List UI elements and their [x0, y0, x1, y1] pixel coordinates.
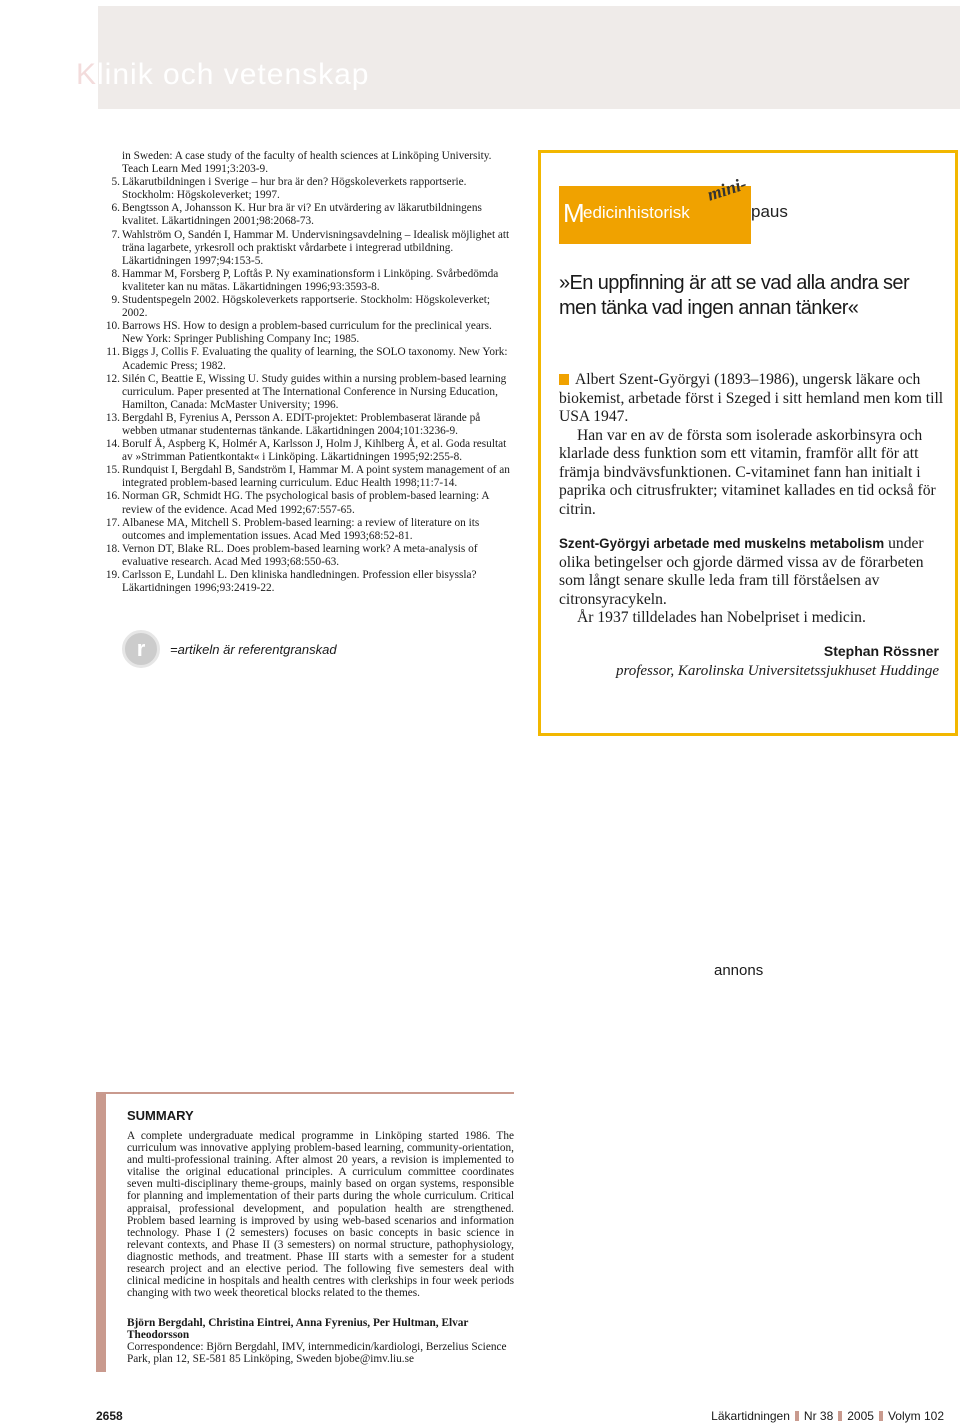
logo-initial: M [563, 198, 585, 228]
summary-side-bar [96, 1092, 106, 1372]
journal-year: 2005 [847, 1409, 874, 1423]
box-paragraph-4: År 1937 tilldelades han Nobelpriset i medicin. [577, 609, 866, 626]
reference-item [96, 202, 516, 228]
mini-history-box [538, 150, 958, 736]
reference-number: 9. [111, 294, 120, 307]
reference-number: 18. [105, 542, 120, 555]
reference-number: 12. [105, 372, 120, 385]
reference-text: Carlsson E, Lundahl L. Den kliniska handledningen. Profession eller bisyssla? Läkartidningen 1996;93:2419-22. [122, 569, 477, 595]
reference-number: 5. [111, 176, 120, 189]
reference-number: 14. [105, 438, 120, 451]
peer-review-text: =artikeln är referentgranskad [170, 641, 337, 657]
reference-item [96, 176, 516, 202]
reference-item [96, 229, 516, 268]
reference-item [96, 438, 516, 464]
reference-text: Bergdahl B, Fyrenius A, Persson A. EDIT-projektet: Problembaserat lärande på webben utmanar studenternas tänkande. Läkartidningen 2004;101:3236-9. [122, 411, 481, 437]
reference-text: Läkarutbildningen i Sverige – hur bra är den? Högskoleverkets rapportserie. Stockholm: Högskoleverket; 1997. [122, 176, 467, 202]
box-author-name: Stephan Rössner [823, 643, 939, 659]
summary-title: SUMMARY [127, 1108, 194, 1123]
section-title-initial: K [76, 58, 98, 91]
paragraph-marker-icon [559, 374, 569, 385]
reference-item [96, 294, 516, 320]
reference-text: Rundquist I, Bergdahl B, Sandström I, Hammar M. A point system management of an integrated problem-based learning curriculum. Educ Health 1998;11:7-14. [122, 464, 510, 490]
reference-item [96, 490, 516, 516]
reference-number: 7. [111, 228, 120, 241]
summary-authors: Björn Bergdahl, Christina Eintrei, Anna Fyrenius, Per Hultman, Elvar Theodorsson [127, 1317, 469, 1342]
reference-text: Hammar M, Forsberg P, Loftås P. Ny examinationsform i Linköping. Svårbedömda kvaliteter kan nu mätas. Läkartidningen 1996;93:3593-8. [122, 267, 499, 293]
reference-item [96, 346, 516, 372]
reference-number: 19. [105, 569, 120, 581]
footer-separator [879, 1411, 883, 1421]
reference-text: Silén C, Beattie E, Wissing U. Study guides within a nursing problem-based learning curriculum. Paper presented at The International Conference in Nursing Education, Hamilton, Canada: McMaster University; 1996. [122, 372, 507, 411]
reference-number: 16. [105, 490, 120, 503]
page-number: 2658 [96, 1409, 123, 1423]
reference-item [96, 464, 516, 490]
reference-text: Studentspegeln 2002. Högskoleverkets rapportserie. Stockholm: Högskoleverket; 2002. [122, 294, 491, 320]
reference-list [96, 150, 516, 595]
reference-number: 15. [105, 464, 120, 477]
reference-number: 13. [105, 411, 120, 424]
reference-number: 6. [111, 202, 120, 215]
reference-item [96, 543, 516, 569]
reference-item [96, 569, 516, 595]
footer-separator [795, 1411, 799, 1421]
logo-script: mini- [704, 173, 749, 205]
box-lead-in: Szent-Györgyi arbetade med muskelns metabolism [559, 536, 885, 551]
reference-continued: in Sweden: A case study of the faculty of health sciences at Linköping University. Teach Learn Med 1991;3:203-9. [122, 150, 492, 176]
journal-footer [711, 1409, 944, 1423]
reference-number: 17. [105, 516, 120, 529]
box-paragraph-1: Albert Szent-Györgyi (1893–1986), ungersk läkare och biokemist, arbetade först i Szeged i sitt hemland men kom till USA 1947. [559, 371, 944, 425]
box-quote: »En uppfinning är att se vad alla andra ser men tänka vad ingen annan tänker« [559, 272, 910, 319]
footer-separator [838, 1411, 842, 1421]
summary-text: A complete undergraduate medical programme in Linköping started 1986. The curriculum was innovative applying problem-based learning, community-orientation, and multi-professional training. After almost 20 years, a revision is implemented to vitalise the original educational principles. A curriculum committee coordinates seven multi-disciplinary theme-groups, mainly based on organ systems, responsible for planning and implementation of their parts during the whole curriculum. Critical appraisal, professional development, and population health are strengthened. Problem based learning is improved by using web-based scenarios and information technology. Phase I (2 semesters) focuses on basic concepts in basic science in relevant contexts, and Phase II (3 semesters) on normal structure, pathophysiology, diagnostic methods, and treatment. Phase III starts with a semester for a student research project and an elective period. The following five semesters deal with clinical medicine in hospitals and health centres with clerkships in four week periods changing with two week theoretical blocks related to the themes. [127, 1130, 514, 1300]
reference-text: Albanese MA, Mitchell S. Problem-based learning: a review of literature on its outcomes and implementation issues. Acad Med 1993;68:52-81. [122, 516, 480, 542]
reference-text: Wahlström O, Sandén I, Hammar M. Undervisningsavdelning – Idealisk möjlighet att träna lagarbete, yrkesroll och praktiskt vårdarbete i integrerad utbildning. Läkartidningen 1997;94:153-5. [122, 228, 510, 267]
box-body [559, 371, 945, 628]
reference-text: Barrows HS. How to design a problem-based curriculum for the preclinical years. New York: Springer Publishing Company Inc; 1985. [122, 320, 492, 346]
peer-review-icon: r [122, 630, 160, 668]
reference-text: Bengtsson A, Johansson K. Hur bra är vi? En utvärdering av läkarutbildningens kvalitet. Läkartidningen 2001;98:2068-73. [122, 202, 482, 228]
reference-item [96, 320, 516, 346]
reference-item [96, 412, 516, 438]
reference-text: Norman GR, Schmidt HG. The psychological basis of problem-based learning: A review of the evidence. Acad Med 1992;67:557-65. [122, 490, 489, 516]
journal-volume: Volym 102 [887, 1409, 944, 1423]
reference-text: Biggs J, Collis F. Evaluating the quality of learning, the SOLO taxonomy. New York: Academic Press; 1982. [122, 346, 508, 372]
journal-name: Läkartidningen [711, 1409, 790, 1423]
section-title-rest: linik och vetenskap [97, 58, 370, 91]
reference-number: 11. [106, 346, 120, 359]
reference-text: Borulf Å, Aspberg K, Holmér A, Karlsson J, Holm J, Kihlberg Å, et al. Goda resultat av »Strimman Patientkontakt« i Linköping. Läkartidningen 1995;92:255-8. [122, 438, 507, 464]
reference-number: 10. [105, 320, 120, 333]
journal-issue: Nr 38 [803, 1409, 834, 1423]
reference-number: 8. [111, 267, 120, 280]
peer-review-note [122, 630, 337, 668]
reference-text: Vernon DT, Blake RL. Does problem-based learning work? A meta-analysis of evaluative research. Acad Med 1993;68:550-63. [122, 542, 478, 568]
logo-word: edicinhistorisk [583, 203, 690, 222]
reference-items [96, 176, 516, 595]
summary-contact: Correspondence: Björn Bergdahl, IMV, internmedicin/kardiologi, Berzelius Science Park, plan 12, SE-581 85 Linköping, Sweden bjobe@imv.liu.se [127, 1341, 507, 1366]
reference-item [96, 517, 516, 543]
summary-rule [96, 1092, 514, 1094]
section-title [76, 58, 370, 92]
reference-item [96, 268, 516, 294]
logo-tail: paus [751, 202, 788, 221]
reference-item [96, 373, 516, 412]
advertisement-label: annons [714, 962, 764, 979]
box-paragraph-2: Han var en av de första som isolerade askorbinsyra och klarlade dess funktion som ett vitamin, framför allt för att främja bindvävsfunktionen. C-vitaminet fann han initialt i paprika och citrusfrukter; vitaminet kallades en tid också för citrin. [559, 426, 936, 518]
box-paragraph-3: Szent-Györgyi arbetade med muskelns metabolism under olika betingelser och gjorde därmed vissa av de förarbeten som långt senare skulle leda fram till förståelsen av citronsyracykeln. [559, 535, 924, 608]
box-author-role: professor, Karolinska Universitetssjukhuset Huddinge [615, 663, 939, 679]
